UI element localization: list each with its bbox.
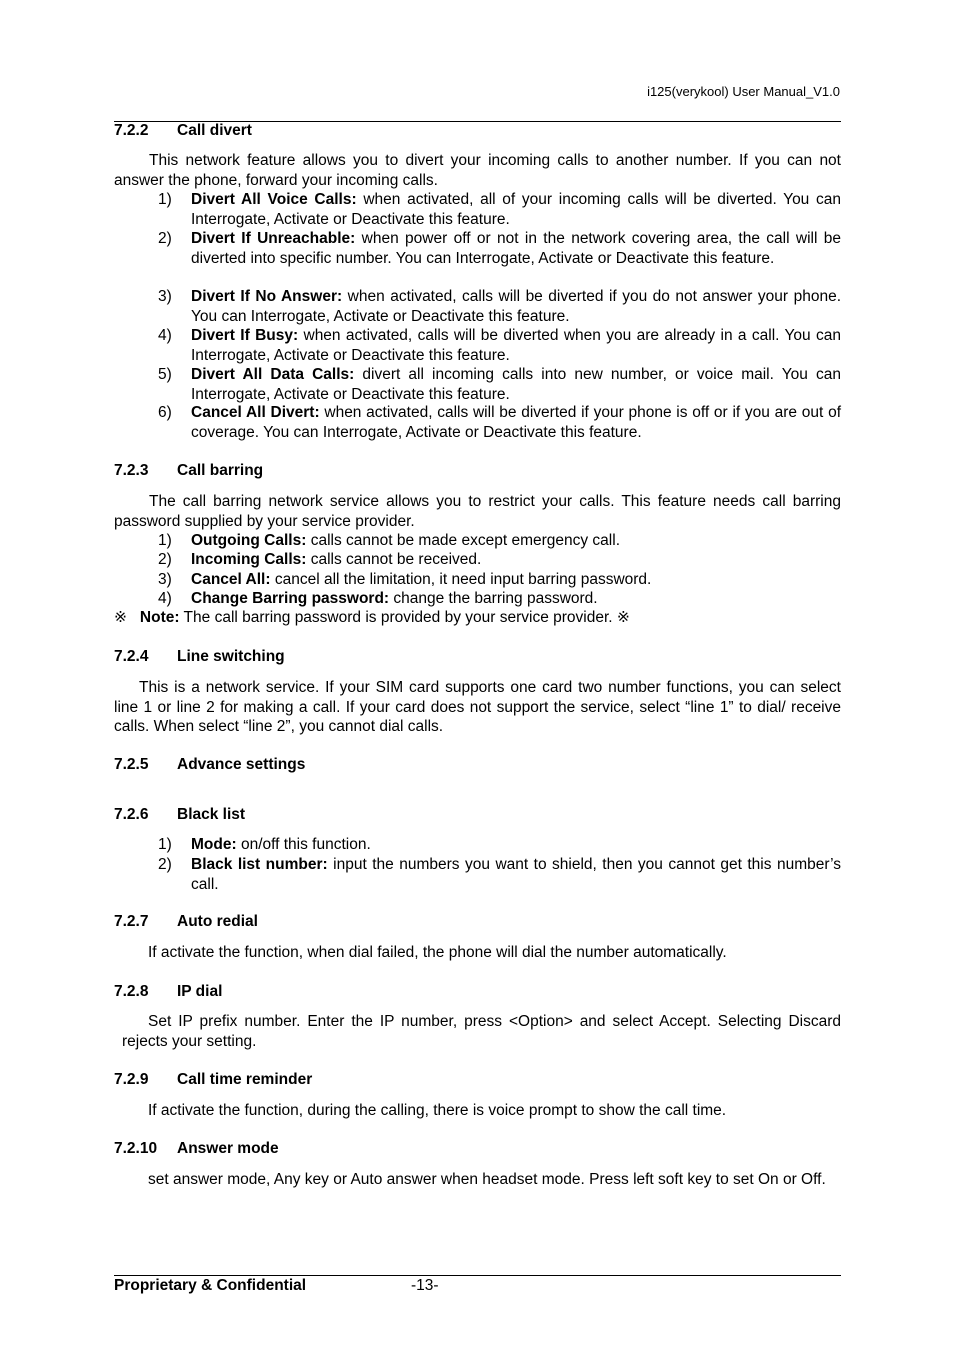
section-number: 7.2.2 [114,122,149,139]
list-item [158,589,841,609]
item-label: Divert If Unreachable: [191,230,356,247]
section-number: 7.2.10 [114,1140,158,1157]
list-number: 3) [158,288,172,305]
list-number: 1) [158,532,172,549]
note-label: Note: [139,609,180,626]
list-item [158,531,841,551]
paragraph-ip-dial: Set IP prefix number. Enter the IP number, press <Option> and select Accept. Selecting Discard rejects your setting. [122,1013,841,1050]
header-title: i125(verykool) User Manual_V1.0 [647,84,840,99]
list-number: 5) [158,366,172,383]
list-number: 6) [158,404,172,421]
section-title: Black list [177,806,246,823]
list-item [158,287,841,326]
item-label: Divert If Busy: [191,327,299,344]
list-item [158,190,841,229]
list-item [158,855,841,894]
page-number: -13- [411,1277,439,1294]
section-number: 7.2.3 [114,462,149,479]
paragraph-call-time-reminder: If activate the function, during the calling, there is voice prompt to show the call time. [148,1102,727,1119]
paragraph-line-switching: This is a network service. If your SIM card supports one card two number functions, you can select line 1 or line 2 for making a call. If your card does not support the service, select “line 1” to dial/ receive calls. When select “line 2”, you cannot dial calls. [114,679,841,735]
list-number: 1) [158,836,172,853]
list-number: 4) [158,590,172,607]
list-item [158,550,841,570]
list-item [158,403,841,442]
item-label: Black list number: [191,856,328,873]
item-text: when activated, calls will be diverted when you are already in a call. You can Interrogate, Activate or Deactivate this feature. [191,327,841,364]
section-heading-7-2-4 [114,648,285,666]
item-text: calls cannot be received. [306,551,482,568]
section-heading-7-2-10 [114,1140,279,1158]
footer-rule [114,1275,841,1276]
paragraph-answer-mode: set answer mode, Any key or Auto answer when headset mode. Press left soft key to set On or Off. [148,1171,826,1188]
item-label: Incoming Calls: [191,551,307,568]
item-text: when activated, calls will be diverted if your phone is off or if you are out of coverage. You can Interrogate, Activate or Deactivate this feature. [191,404,841,441]
item-text: input the numbers you want to shield, then you cannot get this number’s call. [191,856,841,893]
item-label: Divert All Data Calls: [191,366,355,383]
item-text: cancel all the limitation, it need input barring password. [270,571,652,588]
section-number: 7.2.8 [114,983,149,1000]
item-text: change the barring password. [389,590,598,607]
section-number: 7.2.7 [114,913,149,930]
list-item [158,229,841,268]
section-number: 7.2.4 [114,648,149,665]
section-title: Auto redial [177,913,258,930]
item-label: Change Barring password: [191,590,390,607]
section-heading-7-2-8 [114,983,222,1001]
section-heading-7-2-5 [114,756,305,774]
list-item [158,570,841,590]
item-text: calls cannot be made except emergency call. [306,532,621,549]
section-number: 7.2.5 [114,756,149,773]
list-number: 2) [158,551,172,568]
section-heading-7-2-6 [114,806,245,824]
item-label: Divert All Voice Calls: [191,191,357,208]
footer-confidential: Proprietary & Confidential [114,1277,307,1294]
section-heading-7-2-3 [114,462,263,480]
section-heading-7-2-7 [114,913,258,931]
item-text: divert all incoming calls into new number, or voice mail. You can Interrogate, Activate or Deactivate this feature. [191,366,841,403]
list-number: 2) [158,856,172,873]
list-number: 4) [158,327,172,344]
list-item [158,326,841,365]
section-title: Call barring [177,462,264,479]
list-item [158,365,841,404]
note [114,608,630,628]
list-number: 2) [158,230,172,247]
section-title: Advance settings [177,756,306,773]
item-text: when power off or not in the network covering area, the call will be diverted into specific number. You can Interrogate, Activate or Deactivate this feature. [191,230,842,267]
section-title: IP dial [177,983,223,1000]
list-number: 1) [158,191,172,208]
item-text: when activated, calls will be diverted if you do not answer your phone. You can Interrogate, Activate or Deactivate this feature. [191,288,841,325]
item-label: Cancel All: [191,571,271,588]
section-title: Answer mode [177,1140,279,1157]
item-label: Divert If No Answer: [191,288,343,305]
section-number: 7.2.9 [114,1071,149,1088]
item-text: on/off this function. [236,836,371,853]
item-label: Cancel All Divert: [191,404,320,421]
list-item [158,835,841,855]
note-end-mark-icon: ※ [616,609,630,626]
section-title: Call time reminder [177,1071,313,1088]
paragraph-call-barring: The call barring network service allows you to restrict your calls. This feature needs call barring password supplied by your service provider. [114,493,841,530]
item-label: Mode: [191,836,237,853]
section-title: Line switching [177,648,285,665]
list-number: 3) [158,571,172,588]
section-heading-7-2-2 [114,122,252,140]
section-heading-7-2-9 [114,1071,312,1089]
item-label: Outgoing Calls: [191,532,307,549]
note-text: The call barring password is provided by your service provider. [179,609,617,626]
section-number: 7.2.6 [114,806,149,823]
paragraph-auto-redial: If activate the function, when dial failed, the phone will dial the number automatically. [148,944,727,961]
item-text: when activated, all of your incoming calls will be diverted. You can Interrogate, Activate or Deactivate this feature. [191,191,841,228]
paragraph-call-divert: This network feature allows you to divert your incoming calls to another number. If you can not answer the phone, forward your incoming calls. [114,152,841,189]
note-mark-icon: ※ [114,609,127,626]
section-title: Call divert [177,122,252,139]
